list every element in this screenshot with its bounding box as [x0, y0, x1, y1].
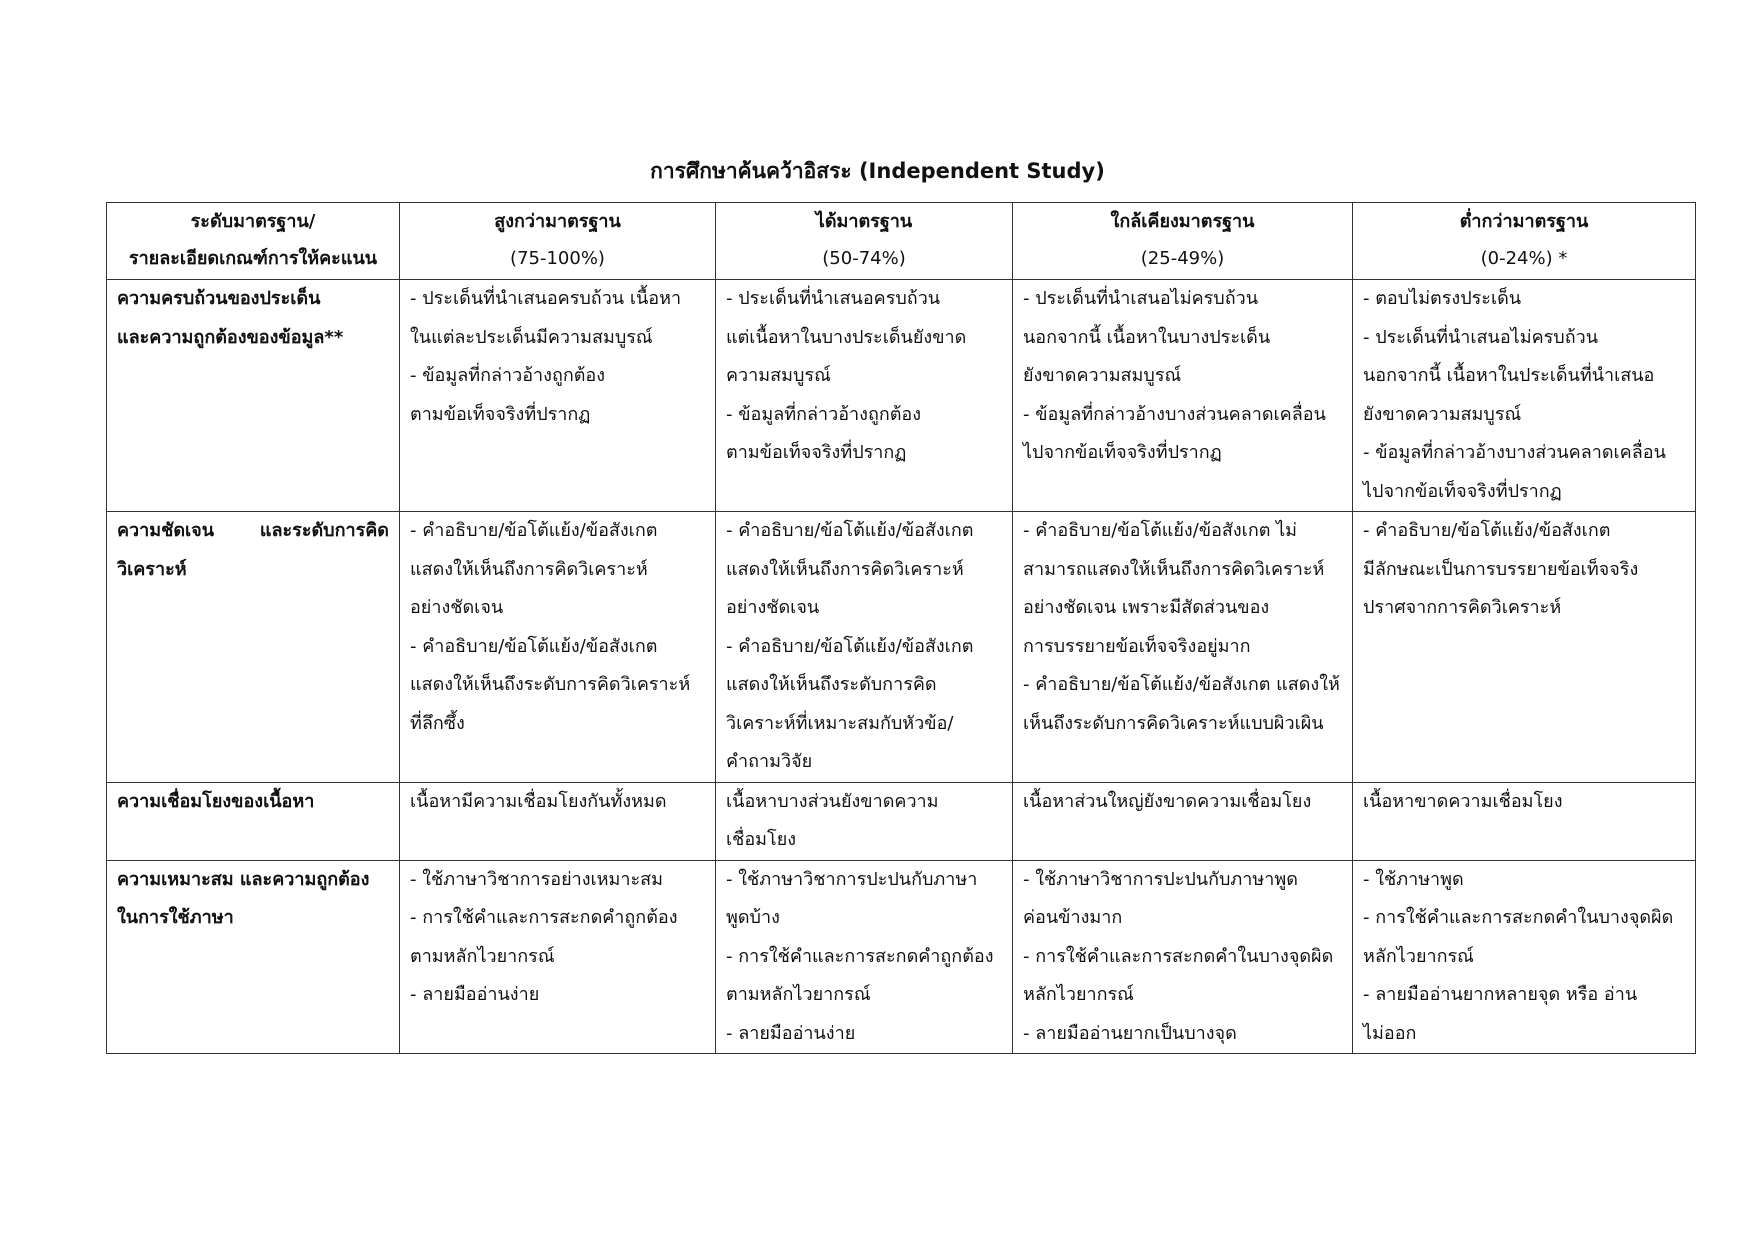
cell-text: - ข้อมูลที่กล่าวอ้างถูกต้อง — [410, 365, 606, 386]
cell-text: ตามข้อเท็จจริงที่ปรากฏ — [726, 442, 907, 463]
rubric-cell — [1013, 512, 1353, 783]
cell-text: ยังขาดความสมบูรณ์ — [1023, 365, 1182, 386]
table-row — [107, 782, 1696, 860]
cell-text: - ใช้ภาษาวิชาการปะปนกับภาษาพูด — [1023, 868, 1298, 890]
header-text: รายละเอียดเกณฑ์การให้คะแนน — [128, 248, 378, 269]
cell-text: ไม่ออก — [1363, 1022, 1417, 1044]
cell-text: เนื้อหาส่วนใหญ่ยังขาดความเชื่อมโยง — [1023, 790, 1312, 812]
criterion-text: ในการใช้ภาษา — [117, 907, 234, 928]
cell-text: นอกจากนี้ เนื้อหาในบางประเด็น — [1023, 326, 1271, 348]
cell-text: หลักไวยากรณ์ — [1363, 945, 1474, 967]
cell-text: - ข้อมูลที่กล่าวอ้างถูกต้อง — [726, 403, 922, 425]
rubric-cell — [1353, 860, 1696, 1054]
cell-text: ความสมบูรณ์ — [726, 365, 831, 386]
cell-text: - คำอธิบาย/ข้อโต้แย้ง/ข้อสังเกต ไม่ — [1023, 520, 1298, 541]
rubric-cell — [400, 512, 716, 783]
cell-text: - ใช้ภาษาพูด — [1363, 868, 1464, 890]
criterion-cell — [107, 860, 400, 1054]
rubric-cell — [716, 782, 1013, 860]
cell-text: ไปจากข้อเท็จจริงที่ปรากฏ — [1023, 442, 1222, 463]
cell-text: - ประเด็นที่นำเสนอครบถ้วน เนื้อหา — [410, 288, 682, 309]
criterion-text: วิเคราะห์ — [117, 558, 187, 580]
rubric-cell — [1353, 280, 1696, 512]
cell-text: - ข้อมูลที่กล่าวอ้างบางส่วนคลาดเคลื่อน — [1363, 442, 1666, 463]
cell-text: คำถามวิจัย — [726, 751, 813, 772]
cell-text: - คำอธิบาย/ข้อโต้แย้ง/ข้อสังเกต — [726, 520, 974, 541]
header-text: ระดับมาตรฐาน/ — [190, 211, 316, 232]
cell-text: วิเคราะห์ที่เหมาะสมกับหัวข้อ/ — [726, 712, 954, 734]
cell-text: แสดงให้เห็นถึงการคิดวิเคราะห์ — [410, 558, 648, 580]
cell-text: - คำอธิบาย/ข้อโต้แย้ง/ข้อสังเกต — [1363, 520, 1611, 541]
rubric-cell — [400, 782, 716, 860]
cell-text: - ลายมืออ่านง่าย — [410, 984, 540, 1005]
cell-text: ตามหลักไวยากรณ์ — [726, 984, 871, 1005]
criterion-text: ความเหมาะสม และความถูกต้อง — [117, 868, 370, 890]
rubric-cell — [400, 860, 716, 1054]
header-above-standard — [400, 203, 716, 280]
cell-text: - การใช้คำและการสะกดคำในบางจุดผิด — [1023, 945, 1334, 967]
rubric-cell — [400, 280, 716, 512]
cell-text: อย่างชัดเจน — [410, 597, 504, 618]
cell-text: เห็นถึงระดับการคิดวิเคราะห์แบบผิวเผิน — [1023, 712, 1324, 734]
header-below-standard — [1353, 203, 1696, 280]
rubric-cell — [1353, 512, 1696, 783]
cell-text: ยังขาดความสมบูรณ์ — [1363, 403, 1522, 425]
header-criterion — [107, 203, 400, 280]
table-row — [107, 512, 1696, 783]
criterion-cell — [107, 280, 400, 512]
rubric-cell — [716, 860, 1013, 1054]
cell-text: ที่ลึกซึ้ง — [410, 712, 465, 734]
cell-text: ตามข้อเท็จจริงที่ปรากฏ — [410, 403, 591, 425]
cell-text: - คำอธิบาย/ข้อโต้แย้ง/ข้อสังเกต — [410, 635, 658, 657]
header-range: (0-24%) * — [1480, 248, 1568, 269]
cell-text: - ตอบไม่ตรงประเด็น — [1363, 288, 1522, 309]
cell-text: ไปจากข้อเท็จจริงที่ปรากฏ — [1363, 480, 1562, 502]
cell-text: - ลายมืออ่านยากเป็นบางจุด — [1023, 1022, 1237, 1044]
criterion-text: ความเชื่อมโยงของเนื้อหา — [117, 790, 315, 812]
cell-text: อย่างชัดเจน — [726, 597, 820, 618]
cell-text: สามารถแสดงให้เห็นถึงการคิดวิเคราะห์ — [1023, 558, 1325, 580]
header-meets-standard — [716, 203, 1013, 280]
rubric-cell — [1013, 280, 1353, 512]
cell-text: เนื้อหาขาดความเชื่อมโยง — [1363, 790, 1563, 812]
rubric-cell — [1353, 782, 1696, 860]
cell-text: เนื้อหาบางส่วนยังขาดความ — [726, 790, 939, 812]
cell-text: ค่อนข้างมาก — [1023, 907, 1123, 928]
cell-text: - ประเด็นที่นำเสนอไม่ครบถ้วน — [1023, 288, 1259, 309]
cell-text: - ข้อมูลที่กล่าวอ้างบางส่วนคลาดเคลื่อน — [1023, 403, 1326, 425]
header-row — [107, 203, 1696, 280]
cell-text: มีลักษณะเป็นการบรรยายข้อเท็จจริง — [1363, 558, 1639, 580]
cell-text: เนื้อหามีความเชื่อมโยงกันทั้งหมด — [410, 790, 667, 812]
cell-text: - คำอธิบาย/ข้อโต้แย้ง/ข้อสังเกต — [410, 520, 658, 541]
cell-text: - ลายมืออ่านง่าย — [726, 1022, 856, 1044]
cell-text: - คำอธิบาย/ข้อโต้แย้ง/ข้อสังเกต แสดงให้ — [1023, 674, 1340, 695]
cell-text: เชื่อมโยง — [726, 829, 797, 850]
criterion-cell — [107, 512, 400, 783]
cell-text: - การใช้คำและการสะกดคำถูกต้อง — [726, 945, 994, 967]
criterion-text: ความครบถ้วนของประเด็น — [117, 288, 321, 309]
header-range: (25-49%) — [1140, 248, 1225, 269]
criterion-cell — [107, 782, 400, 860]
cell-text: แสดงให้เห็นถึงระดับการคิดวิเคราะห์ — [410, 674, 691, 695]
header-text: ต่ำกว่ามาตรฐาน — [1459, 211, 1589, 232]
cell-text: - คำอธิบาย/ข้อโต้แย้ง/ข้อสังเกต — [726, 635, 974, 657]
rubric-cell — [1013, 860, 1353, 1054]
rubric-cell — [716, 280, 1013, 512]
header-text: ได้มาตรฐาน — [815, 211, 913, 232]
cell-text: แสดงให้เห็นถึงระดับการคิด — [726, 674, 937, 695]
header-near-standard — [1013, 203, 1353, 280]
header-range: (50-74%) — [822, 248, 906, 269]
cell-text: - ใช้ภาษาวิชาการอย่างเหมาะสม — [410, 868, 664, 890]
cell-text: - การใช้คำและการสะกดคำถูกต้อง — [410, 907, 678, 928]
cell-text: แสดงให้เห็นถึงการคิดวิเคราะห์ — [726, 558, 964, 580]
rubric-table — [106, 202, 1696, 1054]
page-title: การศึกษาค้นคว้าอิสระ (Independent Study) — [650, 159, 1105, 183]
cell-text: แต่เนื้อหาในบางประเด็นยังขาด — [726, 326, 967, 348]
cell-text: ปราศจากการคิดวิเคราะห์ — [1363, 597, 1562, 618]
rubric-cell — [1013, 782, 1353, 860]
header-text: สูงกว่ามาตรฐาน — [494, 211, 621, 232]
cell-text: นอกจากนี้ เนื้อหาในประเด็นที่นำเสนอ — [1363, 365, 1655, 386]
criterion-text: ความชัดเจน และระดับการคิด — [117, 520, 389, 541]
cell-text: ในแต่ละประเด็นมีความสมบูรณ์ — [410, 326, 653, 348]
cell-text: - ลายมืออ่านยากหลายจุด หรือ อ่าน — [1363, 984, 1638, 1005]
criterion-text: และความถูกต้องของข้อมูล** — [117, 326, 344, 348]
rubric-cell — [716, 512, 1013, 783]
cell-text: หลักไวยากรณ์ — [1023, 984, 1134, 1005]
table-row — [107, 860, 1696, 1054]
cell-text: - ใช้ภาษาวิชาการปะปนกับภาษา — [726, 868, 978, 890]
cell-text: - การใช้คำและการสะกดคำในบางจุดผิด — [1363, 907, 1674, 928]
cell-text: การบรรยายข้อเท็จจริงอยู่มาก — [1023, 635, 1251, 657]
table-row — [107, 280, 1696, 512]
header-text: ใกล้เคียงมาตรฐาน — [1110, 211, 1255, 232]
cell-text: - ประเด็นที่นำเสนอครบถ้วน — [726, 288, 941, 309]
header-range: (75-100%) — [510, 248, 605, 269]
cell-text: พูดบ้าง — [726, 907, 780, 928]
cell-text: อย่างชัดเจน เพราะมีสัดส่วนของ — [1023, 597, 1270, 618]
cell-text: - ประเด็นที่นำเสนอไม่ครบถ้วน — [1363, 326, 1599, 348]
cell-text: ตามหลักไวยากรณ์ — [410, 945, 555, 967]
